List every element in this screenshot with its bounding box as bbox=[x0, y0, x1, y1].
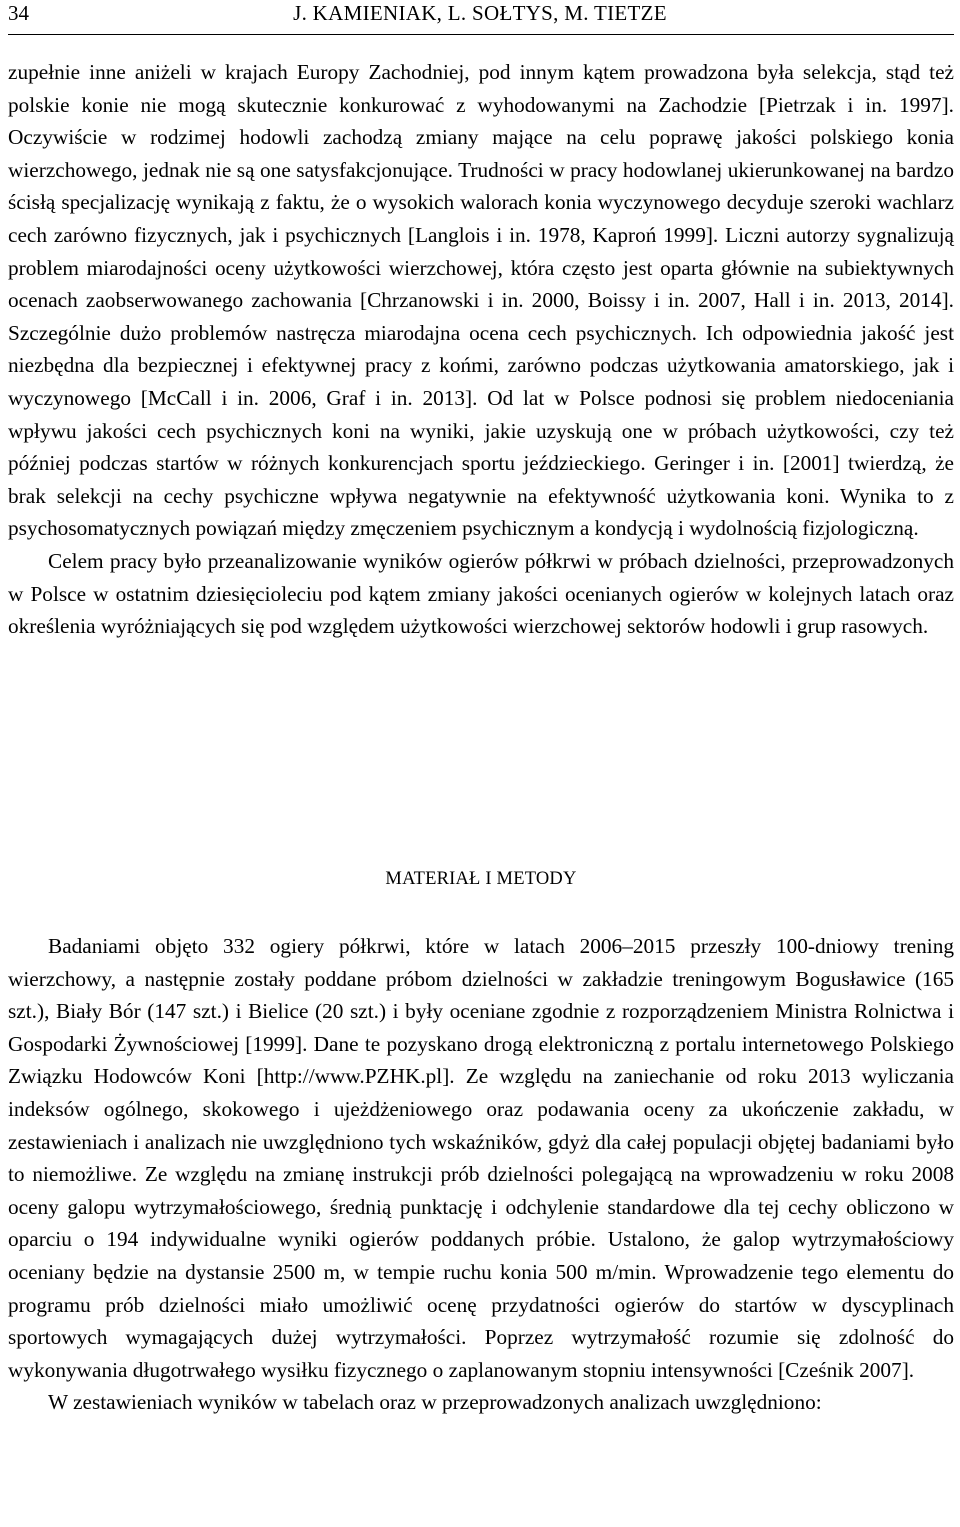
paragraph-intro-1: zupełnie inne aniżeli w krajach Europy Zachodniej, pod innym kątem prowadzona była selekcja, stąd też polskie konie nie mogą skutecznie konkurować z wyhodowanymi na Zachodzie [Pietrzak i in. 1997]. Oczywiście w rodzimej hodowli zachodzą zmiany mające na celu poprawę jakości polskiego konia wierzchowego, jednak nie są one satysfakcjonujące. Trudności w pracy hodowlanej ukierunkowanej na bardzo ścisłą specjalizację wynikają z faktu, że o wysokich walorach konia wyczynowego decyduje szeroki wachlarz cech zarówno fizycznych, jak i psychicznych [Langlois i in. 1978, Kaproń 1999]. Liczni autorzy sygnalizują problem miarodajności oceny użytkowości wierzchowej, która często jest oparta głównie na subiektywnych ocenach zaobserwowanego zachowania [Chrzanowski i in. 2000, Boissy i in. 2007, Hall i in. 2013, 2014]. Szczególnie dużo problemów nastręcza miarodajna ocena cech psychicznych. Ich odpowiednia jakość jest niezbędna dla bezpiecznej i efektywnej pracy z końmi, zarówno podczas użytkowania amatorskiego, jak i wyczynowego [McCall i in. 2006, Graf i in. 2013]. Od lat w Polsce podnosi się problem niedoceniania wpływu jakości cech psychicznych koni na wyniki, jakie uzyskują one w próbach użytkowości, czy też później podczas startów w różnych konkurencjach sportu jeździeckiego. Geringer i in. [2001] twierdzą, że brak selekcji na cechy psychiczne wpływa negatywnie na efektywność użytkowania koni. Wynika to z psychosomatycznych powiązań między zmęczeniem psychicznym a kondycją i wydolnością fizjologiczną. bbox=[8, 60, 954, 541]
running-head-authors: J. KAMIENIAK, L. SOŁTYS, M. TIETZE bbox=[293, 1, 667, 25]
header-rule bbox=[8, 34, 954, 35]
intro-text-block bbox=[8, 56, 954, 643]
paragraph-methods-1: Badaniami objęto 332 ogiery półkrwi, które w latach 2006–2015 przeszły 100-dniowy trening wierzchowy, a następnie zostały poddane próbom dzielności w zakładzie treningowym Bogusławice (165 szt.), Biały Bór (147 szt.) i Bielice (20 szt.) i były oceniane zgodnie z rozporządzeniem Ministra Rolnictwa i Gospodarki Żywnościowej [1999]. Dane te pozyskano drogą elektroniczną z portalu internetowego Polskiego Związku Hodowców Koni [http://www.PZHK.pl]. Ze względu na zaniechanie od roku 2013 wyliczania indeksów ogólnego, skokowego i ujeżdżeniowego oraz podawania oceny za ukończenie zakładu, w zestawieniach i analizach nie uwzględniono tych wskaźników, gdyż dla całej populacji objętej badaniami było to niemożliwe. Ze względu na zmianę instrukcji prób dzielności polegającą na wprowadzeniu w roku 2008 oceny galopu wytrzymałościowego, średnią punktację i odchylenie standardowe dla tej cechy obliczono w oparciu o 194 indywidualne wyniki ogierów poddanych próbie. Ustalono, że galop wytrzymałościowy oceniany będzie na dystansie 2500 m, w tempie ruchu konia 500 m/min. Wprowadzenie tego elementu do programu prób dzielności miało umożliwić ocenę przydatności ogierów do startów w dyscyplinach sportowych wymagających dużej wytrzymałości. Poprzez wytrzymałość rozumie się zdolność do wykonywania długotrwałego wysiłku fizycznego o zaplanowanym stopniu intensywności [Cześnik 2007]. bbox=[8, 934, 954, 1382]
section-heading-methods: MATERIAŁ I METODY bbox=[385, 869, 577, 889]
paragraph-methods-2: W zestawieniach wyników w tabelach oraz w przeprowadzonych analizach uwzględniono: bbox=[48, 1390, 822, 1415]
page-header bbox=[8, 0, 952, 38]
paragraph-aim: Celem pracy było przeanalizowanie wyników ogierów półkrwi w próbach dzielności, przeprowadzonych w Polsce w ostatnim dziesięcioleciu pod kątem zmiany jakości ocenianych ogierów w kolejnych latach oraz określenia wyróżniających się pod względem użytkowości wierzchowej sektorów hodowli i grup rasowych. bbox=[8, 548, 954, 639]
page-number: 34 bbox=[8, 1, 29, 25]
methods-text-block bbox=[8, 930, 954, 1419]
